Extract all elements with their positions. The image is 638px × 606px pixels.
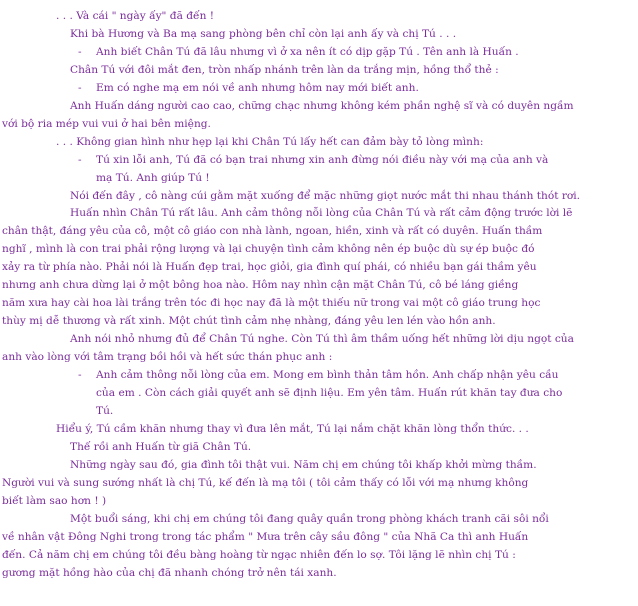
text-line: Nói đến đây , cô nàng cúi gằm mặt xuống để mặc những giọt nước mắt thi nhau thánh thót rơi. bbox=[70, 189, 581, 202]
bullet-dash: - bbox=[78, 81, 82, 94]
text-line: Anh nói nhỏ nhưng đủ để Chân Tú nghe. Còn Tú thì âm thầm uống hết những lời dịu ngọt của bbox=[70, 333, 574, 346]
text-line: Hiểu ý, Tú cầm khăn nhưng thay vì đưa lên mắt, Tú lại nắm chặt khăn lòng thổn thức. . . bbox=[56, 422, 529, 435]
text-line: biết làm sao hơn ! ) bbox=[2, 494, 107, 507]
text-line: nhưng anh chưa dừng lại ở một bông hoa nào. Hôm nay nhìn cận mặt Chân Tú, cô bé láng giềng bbox=[2, 279, 519, 292]
text-line: . . . Và cái " ngày ấy" đã đến ! bbox=[56, 10, 215, 22]
text-line: Một buổi sáng, khi chị em chúng tôi đang quây quần trong phòng khách tranh cãi sôi nổi bbox=[70, 512, 549, 525]
text-line: nghĩ , mình là con trai phải rộng lượng và lại chuyện tình cảm không nên ép buộc dù sự ép buộc đó bbox=[2, 243, 535, 256]
text-line: chân thật, đáng yêu của cô, một cô giáo con nhà lành, ngoan, hiền, xinh và rất có duyên. Huấn thầm bbox=[2, 225, 543, 238]
dialogue-text: Anh cảm thông nỗi lòng của em. Mong em bình thản tâm hồn. Anh chấp nhận yêu cầu bbox=[96, 369, 559, 382]
text-line: Khi bà Hương và Ba mạ sang phòng bên chỉ còn lại anh ấy và chị Tú . . . bbox=[70, 27, 457, 40]
text-line: thùy mị dễ thương và rất xinh. Một chút tình cảm nhẹ nhàng, đáng yêu len lén vào hồn anh. bbox=[2, 315, 496, 328]
text-line: của em . Còn cách giải quyết anh sẽ định liệu. Em yên tâm. Huấn rút khăn tay đưa cho bbox=[96, 387, 563, 400]
dialogue-text: Tú xin lỗi anh, Tú đã có bạn trai nhưng xin anh đừng nói điều này với mạ của anh và bbox=[96, 153, 549, 166]
text-line: về nhân vật Đông Nghi trong trong tác phẩm " Mưa trên cây sầu đông " của Nhã Ca thì anh Huấn bbox=[2, 530, 529, 543]
text-line: Thế rồi anh Huấn từ giã Chân Tú. bbox=[70, 440, 252, 453]
text-line: gương mặt hồng hào của chị đã nhanh chóng trở nên tái xanh. bbox=[2, 566, 337, 579]
text-line: mạ Tú. Anh giúp Tú ! bbox=[96, 171, 210, 184]
text-line: anh vào lòng với tâm trạng bồi hồi và hết sức thán phục anh : bbox=[2, 351, 333, 364]
text-line: xảy ra từ phía nào. Phải nói là Huấn đẹp trai, học giỏi, gia đình quí phái, có nhiều bạn gái thầm yêu bbox=[2, 261, 537, 274]
dialogue-line bbox=[52, 80, 632, 98]
text-line: Huấn nhìn Chân Tú rất lâu. Anh cảm thông nỗi lòng của Chân Tú và rất cảm động trước lời lẽ bbox=[70, 207, 573, 220]
text-line: năm xưa hay cài hoa lài trắng trên tóc đi học nay đã là một thiếu nữ trong vai một cô giáo trung học bbox=[2, 297, 541, 310]
text-line: Tú. bbox=[96, 404, 114, 417]
dialogue-line bbox=[52, 367, 632, 385]
dialogue-line bbox=[52, 44, 632, 62]
text-line: Người vui và sung sướng nhất là chị Tú, kế đến là mạ tôi ( tôi cảm thấy có lỗi với mạ nhưng không bbox=[2, 476, 529, 489]
dialogue-line bbox=[52, 152, 632, 170]
text-line: . . . Không gian hình như hẹp lại khi Chân Tú lấy hết can đảm bày tỏ lòng mình: bbox=[56, 135, 484, 148]
text-line: Chân Tú với đôi mắt đen, tròn nhấp nhánh trên làn da trắng mịn, hồng thổ thẻ : bbox=[70, 63, 499, 76]
bullet-dash: - bbox=[78, 369, 82, 382]
dialogue-text: Em có nghe mạ em nói về anh nhưng hôm nay mới biết anh. bbox=[96, 81, 419, 94]
dialogue-text: Anh biết Chân Tú đã lâu nhưng vì ở xa nên ít có dịp gặp Tú . Tên anh là Huấn . bbox=[96, 45, 519, 58]
text-line: Anh Huấn dáng người cao cao, chững chạc nhưng không kém phần nghệ sĩ và có duyên ngầm bbox=[70, 99, 574, 112]
bullet-dash: - bbox=[78, 153, 82, 166]
text-line: với bộ ria mép vui vui ở hai bên miệng. bbox=[2, 117, 211, 130]
bullet-dash: - bbox=[78, 45, 82, 58]
text-line: đến. Cả năm chị em chúng tôi đều bàng hoàng từ ngạc nhiên đến lo sợ. Tôi lặng lẽ nhìn chị Tú : bbox=[2, 548, 516, 561]
text-line: Những ngày sau đó, gia đình tôi thật vui. Năm chị em chúng tôi khấp khởi mừng thầm. bbox=[70, 458, 537, 471]
